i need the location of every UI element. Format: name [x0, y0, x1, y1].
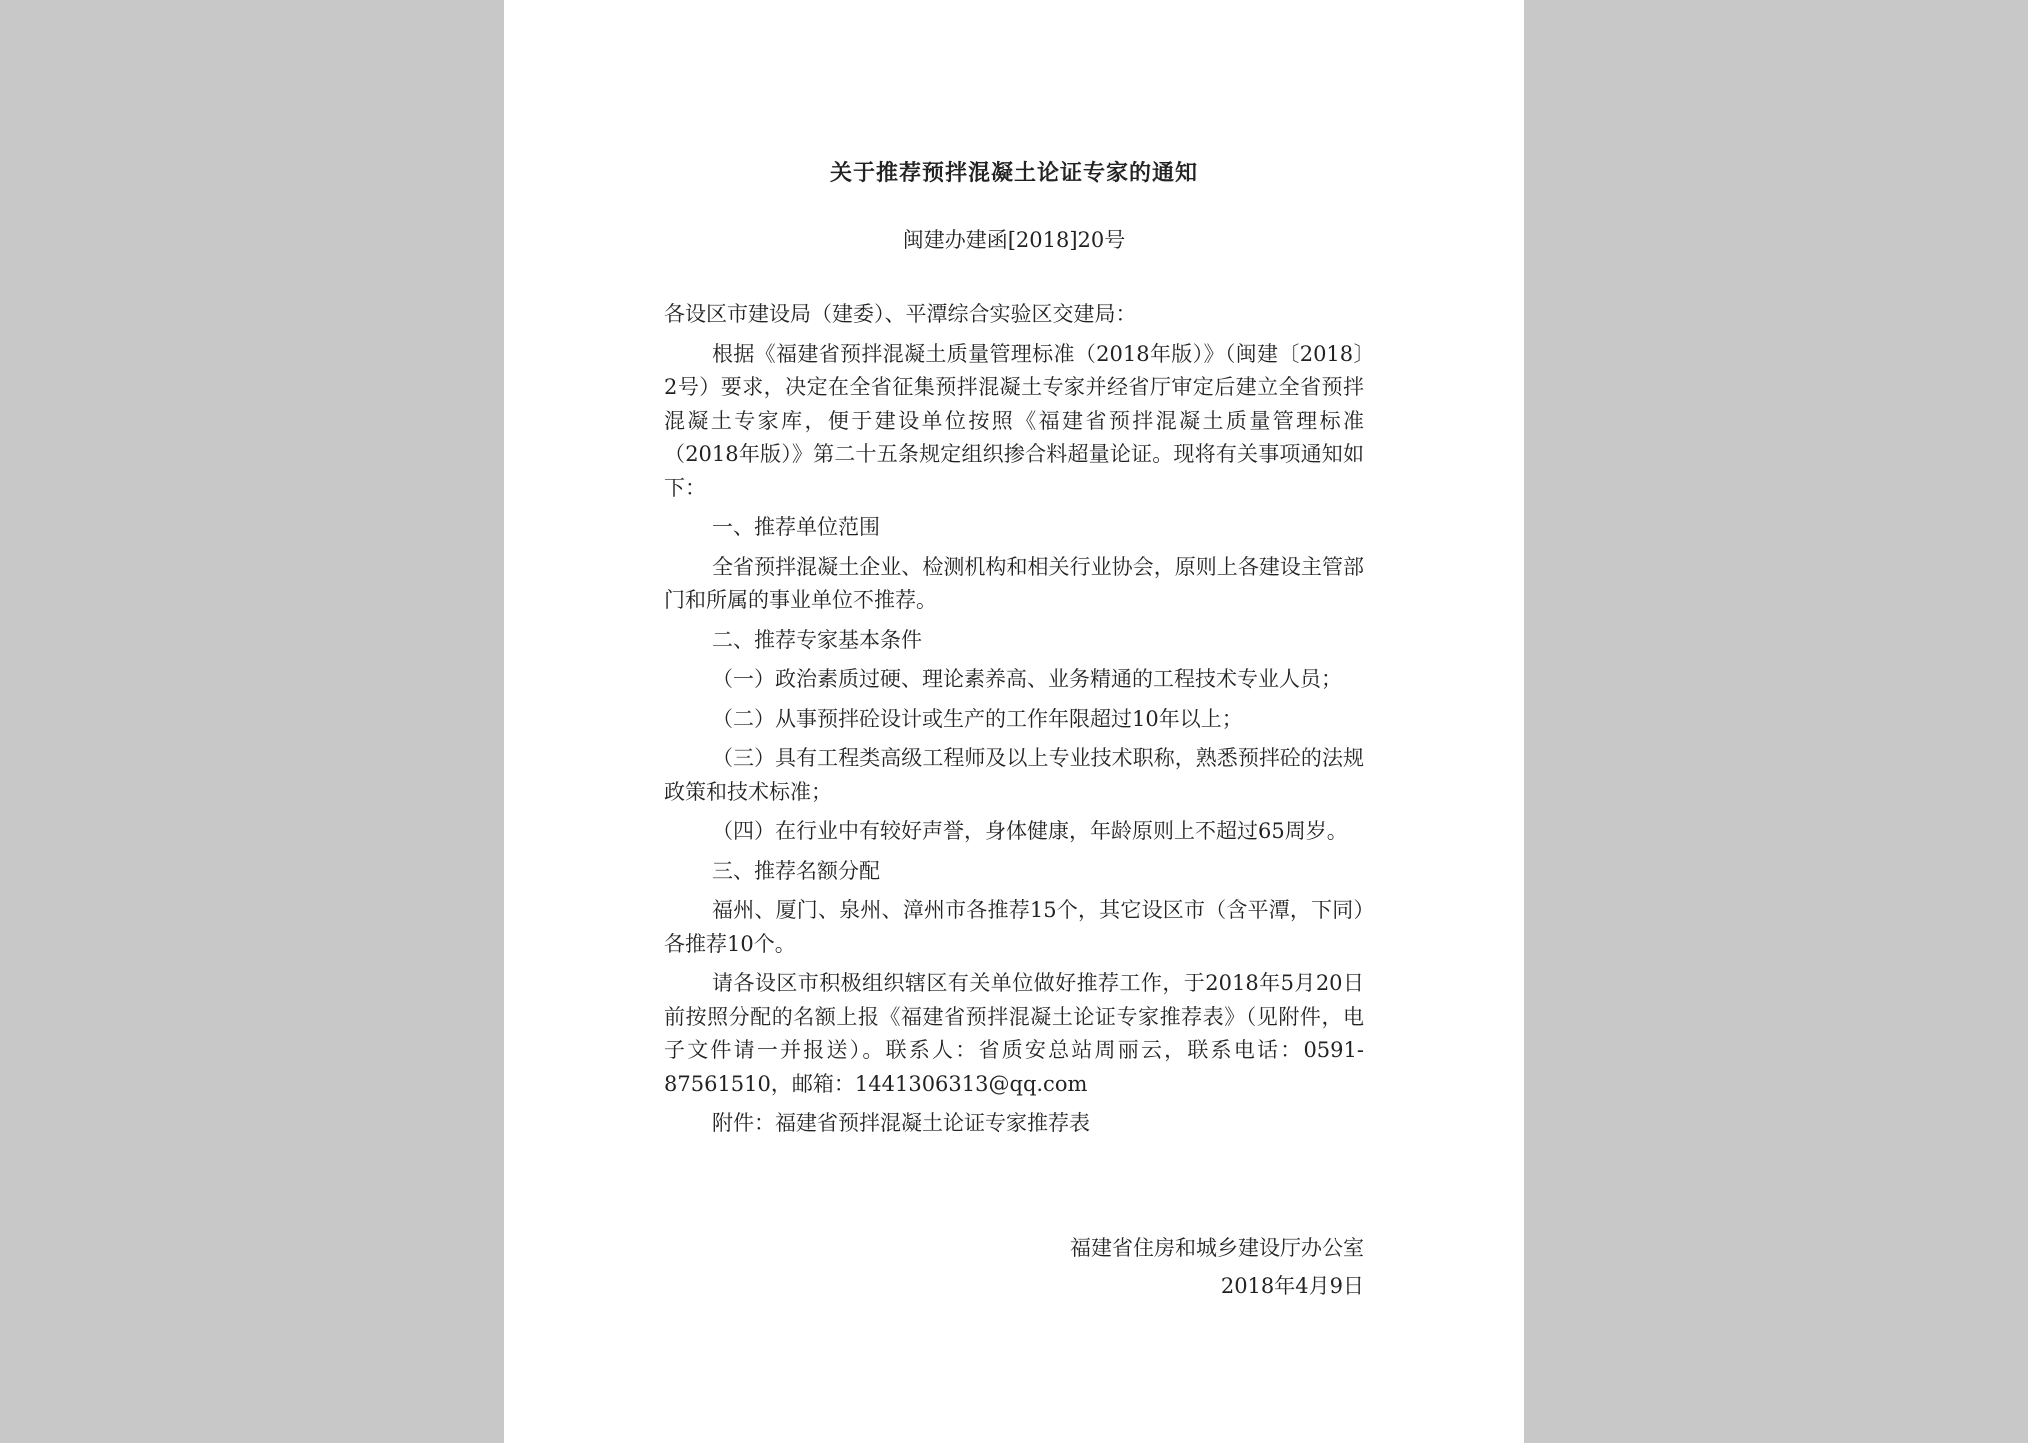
paragraph: 根据《福建省预拌混凝土质量管理标准（2018年版）》（闽建〔2018〕2号）要求，决定在全省征集预拌混凝土专家并经省厅审定后建立全省预拌混凝土专家库，便于建设单位按照《福建省预拌混凝土质量管理标准（2018年版）》第二十五条规定组织掺合料超量论证。现将有关事项通知如下： — [664, 341, 1364, 500]
paragraph: （二）从事预拌砼设计或生产的工作年限超过10年以上； — [712, 706, 1243, 731]
section-heading: 三、推荐名额分配 — [712, 858, 880, 883]
document-number: 闽建办建函[2018]20号 — [902, 228, 1126, 252]
paragraph: 请各设区市积极组织辖区有关单位做好推荐工作，于2018年5月20日前按照分配的名额上报《福建省预拌混凝土论证专家推荐表》（见附件，电子文件请一并报送）。联系人：省质安总站周丽云，联系电话：0591-87561510，邮箱：1441306313@qq.com — [664, 971, 1364, 1096]
paragraph: 福州、厦门、泉州、漳州市各推荐15个，其它设区市（含平潭，下同）各推荐10个。 — [664, 898, 1364, 956]
paragraph: 全省预拌混凝土企业、检测机构和相关行业协会，原则上各建设主管部门和所属的事业单位不推荐。 — [664, 554, 1364, 612]
signature-block — [664, 1229, 1364, 1305]
paragraph: （四）在行业中有较好声誉，身体健康，年龄原则上不超过65周岁。 — [712, 819, 1348, 843]
paragraph: （一）政治素质过硬、理论素养高、业务精通的工程技术专业人员； — [712, 667, 1342, 691]
document-body — [664, 298, 1364, 1147]
issuer: 福建省住房和城乡建设厅办公室 — [1070, 1236, 1364, 1260]
section-heading: 一、推荐单位范围 — [712, 515, 880, 539]
attachment-note: 附件：福建省预拌混凝土论证专家推荐表 — [712, 1111, 1090, 1135]
paragraph: （三）具有工程类高级工程师及以上专业技术职称，熟悉预拌砼的法规政策和技术标准； — [664, 746, 1364, 804]
salutation: 各设区市建设局（建委）、平潭综合实验区交建局： — [664, 302, 1137, 326]
document-title: 关于推荐预拌混凝土论证专家的通知 — [829, 160, 1198, 186]
document-page — [504, 0, 1524, 1443]
issue-date: 2018年4月9日 — [1220, 1274, 1364, 1298]
section-heading: 二、推荐专家基本条件 — [712, 627, 922, 652]
